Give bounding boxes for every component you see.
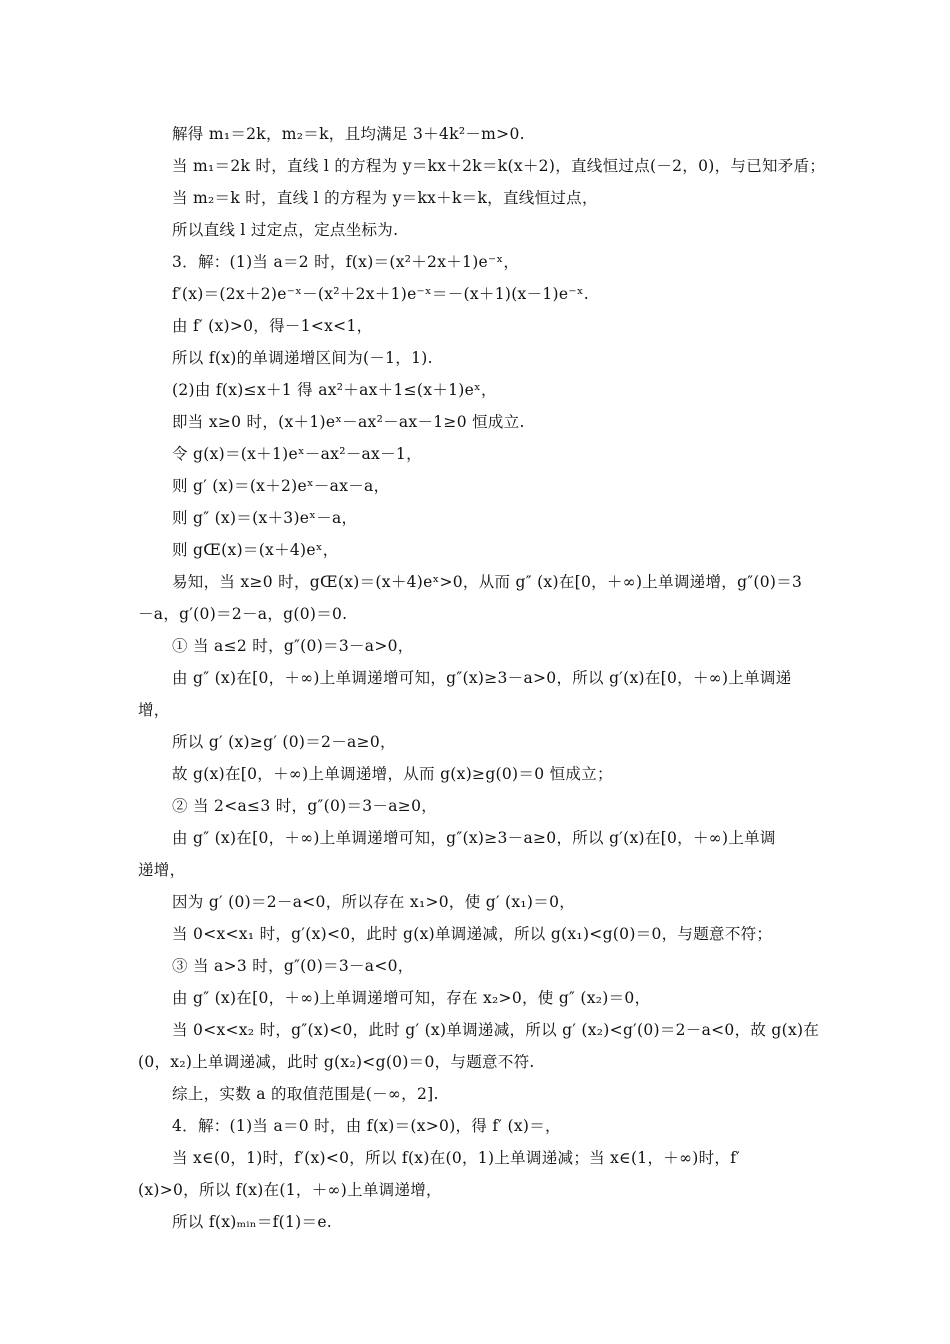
text-line: 所以 f(x)ₘᵢₙ＝f(1)＝e. <box>172 1213 333 1231</box>
text-line: 3．解：(1)当 a＝2 时，f(x)＝(x²＋2x＋1)e⁻ˣ， <box>172 253 520 271</box>
text-line: (0，x₂)上单调递减，此时 g(x₂)<g(0)＝0，与题意不符. <box>138 1053 535 1071</box>
text-line: 所以 f(x)的单调递增区间为(－1，1). <box>172 349 433 367</box>
text-line: 因为 g′ (0)＝2－a<0，所以存在 x₁>0，使 g′ (x₁)＝0， <box>172 893 576 911</box>
text-line: 当 0<x<x₂ 时，g″(x)<0，此时 g′ (x)单调递减，所以 g′ (x₂)<g′(0)＝2－a<0，故 g(x)在 <box>172 1021 820 1039</box>
text-line: 当 0<x<x₁ 时，g′(x)<0，此时 g(x)单调递减，所以 g(x₁)<g(0)＝0，与题意不符； <box>172 925 773 943</box>
text-line: 4．解：(1)当 a＝0 时，由 f(x)＝(x>0)，得 f′ (x)＝， <box>172 1117 561 1135</box>
text-line: 令 g(x)＝(x＋1)eˣ－ax²－ax－1， <box>172 445 422 463</box>
text-line: －a，g′(0)＝2－a，g(0)＝0. <box>138 605 348 623</box>
text-line: (2)由 f(x)≤x＋1 得 ax²＋ax＋1≤(x＋1)eˣ， <box>172 381 497 399</box>
text-line: 由 f′ (x)>0，得－1<x<1， <box>172 317 373 335</box>
text-line: 由 g″ (x)在[0，＋∞)上单调递增可知，g″(x)≥3－a>0，所以 g′(x)在[0，＋∞)上单调递 <box>172 669 792 687</box>
text-line: 增， <box>138 701 170 719</box>
text-line: 递增， <box>138 861 186 879</box>
text-line: 当 x∈(0，1)时，f′(x)<0，所以 f(x)在(0，1)上单调递减；当 x∈(1，＋∞)时，f′ <box>172 1149 741 1167</box>
text-line: 所以直线 l 过定点，定点坐标为. <box>172 221 399 239</box>
text-line: 即当 x≥0 时，(x＋1)eˣ－ax²－ax－1≥0 恒成立. <box>172 413 525 431</box>
text-line: 易知，当 x≥0 时，gŒ(x)＝(x＋4)eˣ>0，从而 g″ (x)在[0，＋∞)上单调递增，g″(0)＝3 <box>172 573 803 591</box>
text-line: ② 当 2<a≤3 时，g″(0)＝3－a≥0， <box>172 797 438 815</box>
text-line: (x)>0，所以 f(x)在(1，＋∞)上单调递增， <box>138 1181 442 1199</box>
text-line: 则 g″ (x)＝(x＋3)eˣ－a， <box>172 509 358 527</box>
text-line: 由 g″ (x)在[0，＋∞)上单调递增可知，g″(x)≥3－a≥0，所以 g′(x)在[0，＋∞)上单调 <box>172 829 776 847</box>
text-line: 所以 g′ (x)≥g′ (0)＝2－a≥0， <box>172 733 396 751</box>
text-line: 解得 m₁＝2k，m₂＝k，且均满足 3＋4k²－m>0. <box>172 125 525 143</box>
text-line: ③ 当 a>3 时，g″(0)＝3－a<0， <box>172 957 414 975</box>
text-line: 则 g′ (x)＝(x＋2)eˣ－ax－a， <box>172 477 390 495</box>
text-line: 则 gŒ(x)＝(x＋4)eˣ， <box>172 541 339 559</box>
text-line: ① 当 a≤2 时，g″(0)＝3－a>0， <box>172 637 414 655</box>
text-line: f′(x)＝(2x＋2)e⁻ˣ－(x²＋2x＋1)e⁻ˣ＝－(x＋1)(x－1)e⁻ˣ. <box>172 285 589 303</box>
text-line: 当 m₂＝k 时，直线 l 的方程为 y＝kx＋k＝k，直线恒过点， <box>172 189 598 207</box>
text-line: 由 g″ (x)在[0，＋∞)上单调递增可知，存在 x₂>0，使 g″ (x₂)＝0， <box>172 989 651 1007</box>
text-line: 当 m₁＝2k 时，直线 l 的方程为 y＝kx＋2k＝k(x＋2)，直线恒过点(－2，0)，与已知矛盾； <box>172 157 826 175</box>
text-line: 综上，实数 a 的取值范围是(－∞，2]. <box>172 1085 439 1103</box>
text-line: 故 g(x)在[0，＋∞)上单调递增，从而 g(x)≥g(0)＝0 恒成立； <box>172 765 613 783</box>
